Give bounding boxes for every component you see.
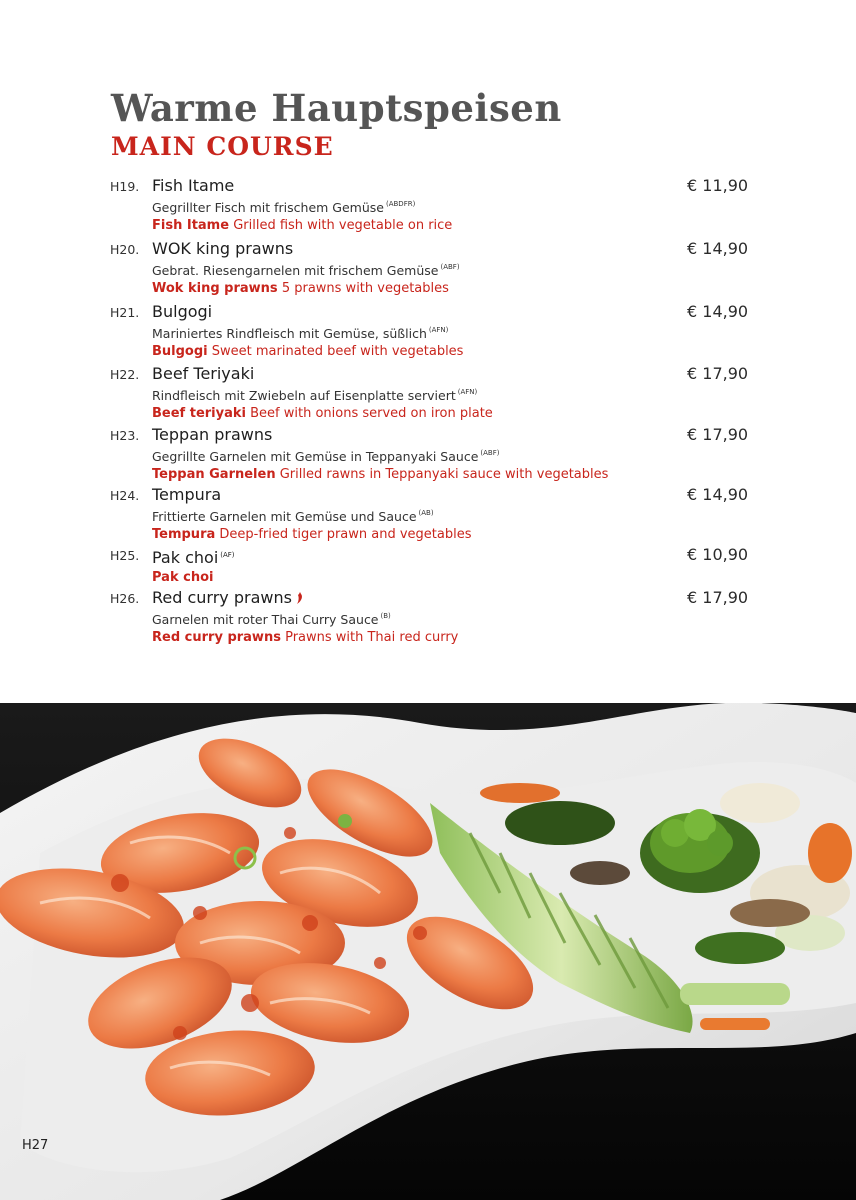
item-price: € 14,90 <box>687 485 749 504</box>
menu-item-h24 <box>110 485 750 545</box>
allergen-codes: (AFN) <box>428 326 449 334</box>
menu-item-h22 <box>110 364 750 425</box>
item-code: H26. <box>110 591 140 606</box>
item-price: € 17,90 <box>687 588 749 607</box>
item-price: € 14,90 <box>687 302 749 321</box>
allergen-codes: (ABDFR) <box>385 200 416 208</box>
item-code: H22. <box>110 367 140 382</box>
item-english-description: Grilled rawns in Teppanyaki sauce with vegetables <box>279 467 609 482</box>
item-english-name: Teppan Garnelen <box>152 467 276 482</box>
menu-item-h20 <box>110 239 750 302</box>
item-code: H23. <box>110 428 140 443</box>
item-english-name: Pak choi <box>152 570 214 585</box>
item-code: H21. <box>110 305 140 320</box>
menu-header <box>111 86 562 162</box>
item-name: Fish Itame <box>152 176 235 195</box>
item-english-description: Beef with onions served on iron plate <box>250 406 493 421</box>
item-english-description: Deep-fried tiger prawn and vegetables <box>219 527 472 542</box>
menu-item-h26 <box>110 588 750 648</box>
item-name: Pak choi <box>152 548 219 567</box>
item-english-name: Tempura <box>152 527 216 542</box>
item-name: Teppan prawns <box>152 425 273 444</box>
item-description: Mariniertes Rindfleisch mit Gemüse, süßlich <box>152 326 427 341</box>
item-name: Red curry prawns <box>152 588 292 607</box>
allergen-codes: (ABF) <box>440 263 460 271</box>
item-english-description: Sweet marinated beef with vegetables <box>211 344 464 359</box>
menu-item-h25 <box>110 545 750 588</box>
chili-pepper-icon <box>295 592 303 604</box>
item-code: H25. <box>110 548 140 563</box>
item-code: H20. <box>110 242 140 257</box>
item-code: H19. <box>110 179 140 194</box>
item-price: € 17,90 <box>687 425 749 444</box>
item-name: Tempura <box>152 485 222 504</box>
item-english-name: Red curry prawns <box>152 630 281 645</box>
item-description: Frittierte Garnelen mit Gemüse und Sauce <box>152 509 417 524</box>
item-price: € 10,90 <box>687 545 749 564</box>
item-price: € 14,90 <box>687 239 749 258</box>
allergen-codes: (B) <box>380 612 391 620</box>
item-english-name: Beef teriyaki <box>152 406 246 421</box>
item-name: WOK king prawns <box>152 239 294 258</box>
item-name: Beef Teriyaki <box>152 364 255 383</box>
item-english-name: Wok king prawns <box>152 281 278 296</box>
item-english-name: Bulgogi <box>152 344 208 359</box>
menu-item-h19 <box>110 176 750 239</box>
page-title: Warme Hauptspeisen <box>111 86 562 130</box>
menu-list <box>110 176 750 648</box>
item-code: H24. <box>110 488 140 503</box>
allergen-codes: (ABF) <box>480 449 500 457</box>
item-english-name: Fish Itame <box>152 218 230 233</box>
page-number: H27 <box>22 1138 49 1153</box>
item-description: Gegrillter Fisch mit frischem Gemüse <box>152 200 384 215</box>
item-description: Rindfleisch mit Zwiebeln auf Eisenplatte serviert <box>152 388 456 403</box>
allergen-codes: (AF) <box>220 551 235 559</box>
item-price: € 17,90 <box>687 364 749 383</box>
allergen-codes: (AFN) <box>457 388 478 396</box>
item-price: € 11,90 <box>687 176 749 195</box>
page-subtitle: MAIN COURSE <box>111 132 334 161</box>
item-english-description: Prawns with Thai red curry <box>285 630 459 645</box>
item-description: Garnelen mit roter Thai Curry Sauce <box>152 612 379 627</box>
item-english-description: Grilled fish with vegetable on rice <box>233 218 453 233</box>
allergen-codes: (AB) <box>418 509 434 517</box>
food-photo <box>0 703 856 1200</box>
item-english-description: 5 prawns with vegetables <box>281 281 449 296</box>
item-description: Gebrat. Riesengarnelen mit frischem Gemüse <box>152 263 439 278</box>
menu-item-h23 <box>110 425 750 485</box>
menu-item-h21 <box>110 302 750 364</box>
item-name: Bulgogi <box>152 302 213 321</box>
item-description: Gegrillte Garnelen mit Gemüse in Teppanyaki Sauce <box>152 449 479 464</box>
